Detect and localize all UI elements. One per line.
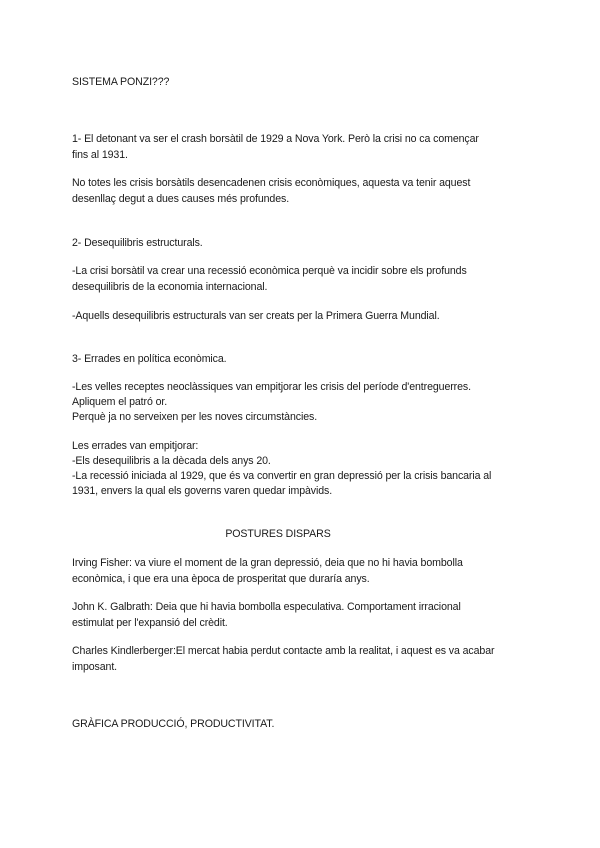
grafica-heading: GRÀFICA PRODUCCIÓ, PRODUCTIVITAT.	[72, 718, 275, 730]
section-3-paragraph-2-line-2: -Els desequilibris a la dècada dels anys 20.	[72, 455, 271, 467]
fisher-line-2: econòmica, i que era una època de prosperitat que duraría anys.	[72, 573, 370, 585]
section-1-line-1: 1- El detonant va ser el crash borsàtil de 1929 a Nova York. Però la crisi no ca començar	[72, 133, 479, 145]
galbrath-line-1: John K. Galbrath: Deia que hi havia bombolla especulativa. Comportament irracional	[72, 601, 461, 613]
section-3-paragraph-1-line-2: Apliquem el patró or.	[72, 396, 168, 408]
section-1-line-2: fins al 1931.	[72, 149, 128, 161]
postures-heading: POSTURES DISPARS	[225, 528, 331, 540]
section-2-heading: 2- Desequilibris estructurals.	[72, 237, 203, 249]
section-1-paragraph-2-line-1: No totes les crisis borsàtils desencadenen crisis econòmiques, aquesta va tenir aquest	[72, 177, 471, 189]
document-title: SISTEMA PONZI???	[72, 76, 170, 88]
section-3-heading: 3- Errades en política econòmica.	[72, 353, 227, 365]
section-3-paragraph-2-line-4: 1931, envers la qual els governs varen quedar impàvids.	[72, 485, 333, 497]
section-2-paragraph-1-line-1: -La crisi borsàtil va crear una recessió econòmica perquè va incidir sobre els profunds	[72, 265, 467, 277]
section-3-paragraph-1-line-1: -Les velles receptes neoclàssiques van empitjorar les crisis del període d'entreguerres.	[72, 381, 471, 393]
section-3-paragraph-1-line-3: Perquè ja no serveixen per les noves circumstàncies.	[72, 411, 318, 423]
section-1-paragraph-2-line-2: desenllaç degut a dues causes més profundes.	[72, 193, 290, 205]
galbrath-line-2: estimulat per l'expansió del crèdit.	[72, 617, 228, 629]
kindleberger-line-1: Charles Kindlerberger:El mercat habia perdut contacte amb la realitat, i aquest es va acabar	[72, 645, 495, 657]
section-2-paragraph-1-line-2: desequilibris de la economia internacional.	[72, 281, 268, 293]
kindleberger-line-2: imposant.	[72, 661, 118, 673]
section-2-paragraph-2: -Aquells desequilibris estructurals van ser creats per la Primera Guerra Mundial.	[72, 310, 440, 322]
section-3-paragraph-2-line-3: -La recessió iniciada al 1929, que és va convertir en gran depressió per la crisis bancaria al	[72, 470, 492, 482]
fisher-line-1: Irving Fisher: va viure el moment de la gran depressió, deia que no hi havia bombolla	[72, 557, 463, 569]
section-3-paragraph-2-line-1: Les errades van empitjorar:	[72, 440, 199, 452]
